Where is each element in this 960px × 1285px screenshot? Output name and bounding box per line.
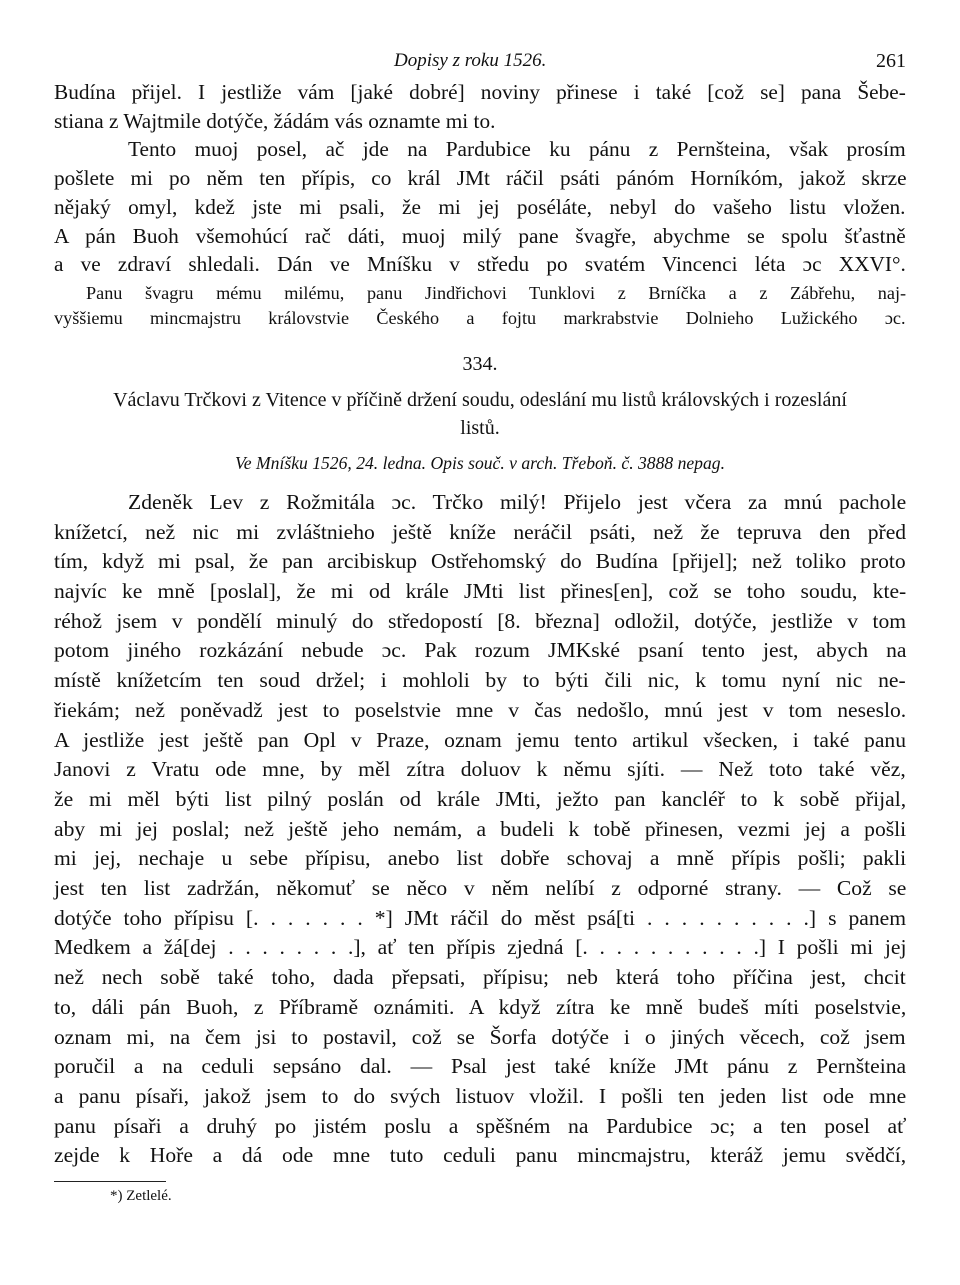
body-line: A jestliže jest ještě pan Opl v Praze, oznam jemu tento artikul všecken, i také panu (54, 727, 907, 752)
body-line: zejde k Hoře a dá ode mne tuto ceduli panu mincmajstru, kteráž jemu svědčí, (54, 1143, 907, 1168)
body-line: místě knížetcím ten soud držel; i mohloli by to býti čili nic, k tomu nyní nic ne- (54, 668, 906, 693)
body-line: Zdeněk Lev z Rožmitála ɔc. Trčko milý! Přijelo jest včera za mnú pachole (128, 489, 907, 514)
body-line: mi jej, nechaje u sebe přípisu, anebo list dobře schovaj a mně přípis pošli; pakli (54, 846, 907, 871)
running-head (54, 42, 906, 78)
text-line: pošlete mi po něm ten přípis, co král JMt ráčil psáti pánóm Horníkóm, jakož skrze (54, 166, 907, 191)
letter-address (54, 281, 906, 331)
book-page (54, 42, 906, 1205)
body-line: potom jiného rozkázání nebude ɔc. Pak rozum JMKské psaní tento jest, abych na (54, 638, 907, 663)
running-title: Dopisy z roku 1526. (394, 50, 547, 71)
body-line: Janovi z Vratu ode mne, by měl zítra doluov k němu sjíti. — Než toto také věz, (54, 757, 906, 782)
text-line: A pán Buoh všemohúcí rač dáti, muoj milý pane švagře, abychme se spolu šťastně (54, 223, 906, 248)
body-line: a panu písaři, jakož jsem to do svých listuov vložil. I pošli ten jeden list ode mne (54, 1083, 907, 1108)
footnote: *) Zetlelé. (110, 1188, 172, 1205)
body-line: oznam mi, na čem jsi to postavil, což se Šorfa dotýče i o jiných věcech, což jsem (54, 1024, 906, 1049)
body-line: řiekám; než poněvadž jest to poselstvie mne v čas nedošlo, mnú jest v tom neseslo. (54, 697, 907, 722)
body-line: to, dáli pán Buoh, z Příbramě oznámiti. A když zítra ke mně budeš míti poselstvie, (54, 994, 907, 1019)
letter-conclusion (54, 78, 906, 279)
document-heading (54, 386, 906, 442)
address-line: vyššiemu mincmajstru královstvie Českého a fojtu markrabstvie Dolnieho Lužického ɔc. (54, 307, 906, 328)
heading-line: listů. (460, 416, 500, 439)
body-line: že mi měl býti list pilný poslán od krále JMti, ježto pan kancléř to k sobě přijal, (54, 786, 907, 811)
body-line: knížetcí, než nic mi zvláštnieho ještě kníže neráčil psáti, než že tepruva den před (54, 519, 907, 544)
text-line: nějaký omyl, kdež jste mi psali, že mi jej poséláte, nebyl do vašeho listu vložen. (54, 194, 906, 219)
page-number: 261 (876, 50, 906, 72)
body-line: réhož jsem v pondělí minulý do středopostí [8. března] odložil, dotýče, jestliže v tom (54, 608, 907, 633)
document-number: 334. (462, 352, 498, 375)
body-line: panu písaři a druhý po jistém poslu a spěšném na Pardubice ɔc; a ten posel ať (54, 1113, 907, 1138)
body-line: jest ten list zadržán, někomuť se něco v něm nelíbí z odporné strany. — Což se (54, 876, 907, 901)
text-line: Budína přijel. I jestliže vám [jaké dobré] noviny přinese i také [což se] pana Šebe- (54, 80, 906, 104)
text-line: stiana z Wajtmile dotýče, žádám vás oznamte mi to. (54, 108, 496, 133)
document-body (54, 488, 906, 1171)
footnote-rule (54, 1181, 166, 1182)
body-line: než nech sobě také toho, dada přepsati, přípisu; neb která toho příčina jest, chcit (54, 965, 906, 990)
text-line: a ve zdraví shledali. Dán ve Mníšku v středu po svatém Vincenci léta ɔc XXVI°. (54, 252, 906, 277)
body-line: dotýče toho přípisu [. . . . . . . *] JMt ráčil do měst psá[ti . . . . . . . . . .] s panem (54, 905, 907, 930)
body-line: tím, když mi psal, že pan arcibiskup Ostřehomský do Budína [přijel]; než toliko proto (54, 549, 906, 574)
body-line: Medkem a žá[dej . . . . . . . .], ať ten přípis zjedná [. . . . . . . . . . .] I pošli mi jej (54, 935, 907, 960)
heading-line: Václavu Trčkovi z Vitence v příčině držení soudu, odeslání mu listů královských i rozeslání (113, 388, 847, 411)
address-line: Panu švagru mému milému, panu Jindřichovi Tunklovi z Brníčka a z Zábřehu, naj- (86, 282, 907, 303)
body-line: aby mi jej poslal; než ještě jeho nemám, a budeli k tobě přinesen, vezmi jej a pošli (54, 816, 907, 841)
body-line: poručil a na ceduli sepsáno dal. — Psal jest také kníže JMt pánu z Pernšteina (54, 1054, 907, 1079)
document-source: Ve Mníšku 1526, 24. ledna. Opis souč. v arch. Třeboň. č. 3888 nepag. (235, 452, 725, 473)
body-line: najvíc ke mně [poslal], že mi od krále JMti list přines[en], což se toho soudu, kte- (54, 579, 907, 604)
text-line: Tento muoj posel, ač jde na Pardubice ku pánu z Pernšteina, však prosím (128, 137, 906, 162)
